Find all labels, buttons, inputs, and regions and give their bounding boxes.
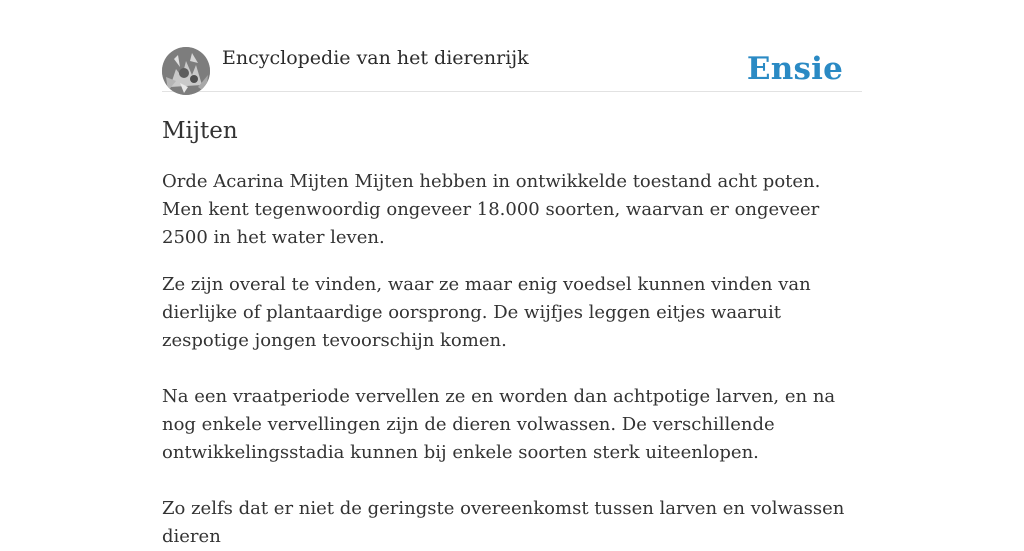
- article-paragraph: Orde Acarina Mijten Mijten hebben in ontwikkelde toestand acht poten. Men kent tegenwoordig ongeveer 18.000 soorten, waarvan er ongeveer 2500 in het water leven.: [162, 171, 821, 248]
- brand-logo[interactable]: Ensie: [746, 51, 843, 87]
- page-title: Mijten: [162, 118, 238, 144]
- article-paragraph: Na een vraatperiode vervellen ze en worden dan achtpotige larven, en na nog enkele vervellingen zijn de dieren volwassen. De verschillende ontwikkelingsstadia kunnen bij enkele soorten sterk uiteenlopen.: [162, 386, 836, 463]
- paragraph-spacer: [162, 467, 862, 495]
- site-header: [162, 0, 862, 92]
- page-container: [162, 0, 862, 547]
- animal-photo-avatar-icon[interactable]: [162, 47, 210, 95]
- article-paragraph: Zo zelfs dat er niet de geringste overeenkomst tussen larven en volwassen dieren: [162, 498, 845, 547]
- site-title[interactable]: Encyclopedie van het dierenrijk: [222, 47, 529, 69]
- paragraph-spacer: [162, 355, 862, 383]
- avatar-image: [162, 47, 210, 95]
- article-body: [162, 168, 862, 551]
- article-paragraph: Ze zijn overal te vinden, waar ze maar enig voedsel kunnen vinden van dierlijke of plantaardige oorsprong. De wijfjes leggen eitjes waaruit zespotige jongen tevoorschijn komen.: [162, 274, 811, 351]
